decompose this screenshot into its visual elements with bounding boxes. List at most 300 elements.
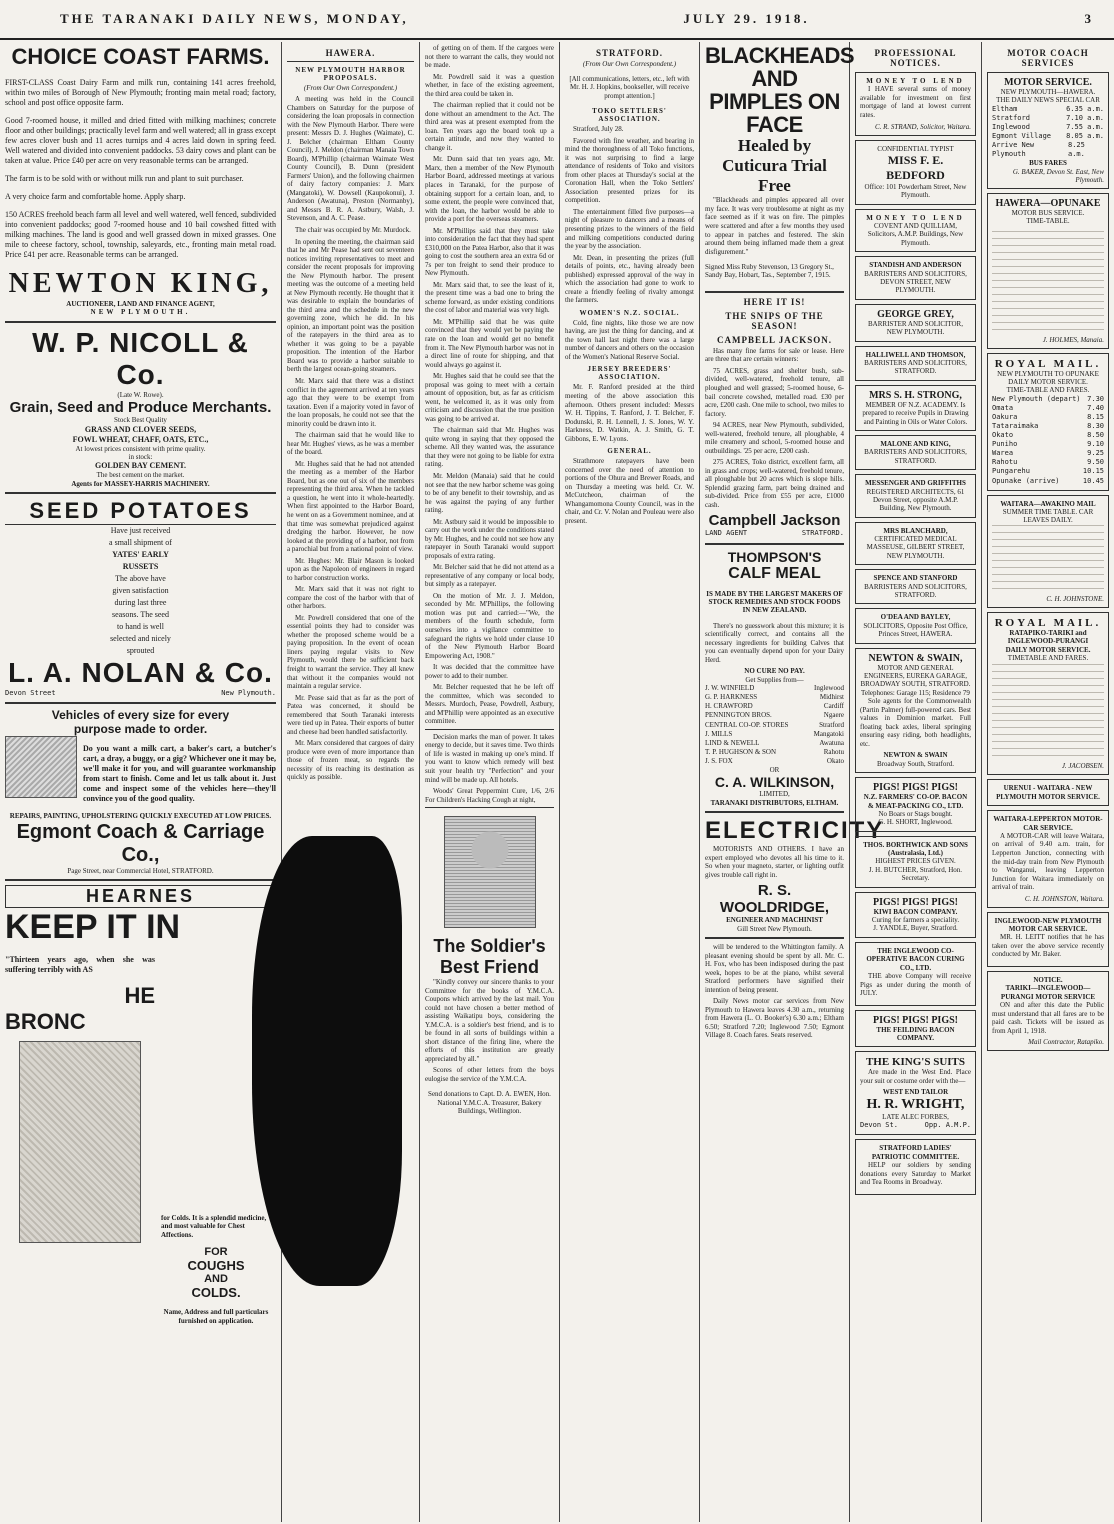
- pigs-head: PIGS! PIGS! PIGS!: [872, 782, 958, 794]
- seed-potatoes-ad: [5, 498, 276, 704]
- notice-money: [855, 72, 976, 136]
- kings-body: Are made in the West End. Place your suit or costume order with the—: [860, 1068, 971, 1085]
- np-opunake: NEW PLYMOUTH TO OPUNAKE DAILY MOTOR SERVICE.: [997, 369, 1099, 386]
- cart-illustration: [5, 736, 77, 798]
- wright-name: H. R. WRIGHT,: [866, 1096, 965, 1112]
- cuticura-healed: Healed by Cuticura Trial Free: [722, 136, 827, 196]
- vehicles-head: Vehicles of every size for every: [51, 708, 230, 723]
- jersey-head: JERSEY BREEDERS' ASSOCIATION.: [587, 365, 672, 382]
- hearnes-for: FOR: [204, 1246, 228, 1259]
- decision-ad: Decision marks the man of power. It takes energy to decide, but it saves time. Two thirds of life is wasted in making up one's mind. If you want to know which remedy will best suit your health try "Perfection" and your mind will be made up. All hotels.: [425, 732, 554, 784]
- article-paragraph: will be tendered to the Whittington family. A pleasant evening should be spent by all. Mr. C. H. Fox, who has been indisposed during the past week, hopes to be at the piano, whilst several Stratford performers have signified their intention of being present.: [705, 943, 844, 994]
- correspondent-note: (From Our Own Correspondent.): [582, 60, 677, 68]
- potato-line: The above have: [115, 574, 166, 584]
- kiwi-yandle: J. YANDLE, Buyer, Stratford.: [873, 924, 958, 933]
- article-paragraph: Mr. Belcher said that he did not attend as a representative of any company or local body, but simply as a ratepayer.: [425, 563, 554, 589]
- electricity-ad: [705, 817, 885, 939]
- notice-messenger: [855, 474, 976, 518]
- soldier-address: Send donations to Capt. D. A. EWEN, Hon. National Y.M.C.A. Treasurer, Bakery Buildings, Wellington.: [428, 1090, 551, 1116]
- nicoll-line: Stock Best Quality: [114, 416, 167, 425]
- article-paragraph: Mr. Powdrell said it was a question whether, in face of the existing agreement, the third area could be taken in.: [425, 72, 554, 98]
- nicoll-trade: Grain, Seed and Produce Merchants.: [9, 399, 272, 417]
- egmont-coach-addr: Page Street, near Commercial Hotel, STRATFORD.: [67, 866, 214, 875]
- potato-line: Have just received: [110, 526, 171, 536]
- contractor-sign: Mail Contractor, Ratapiko.: [1028, 1038, 1104, 1047]
- timetable-row: Stratford 7.10 a.m.: [992, 113, 1104, 122]
- ingle-body: THE above Company will receive Pigs as under during the month of JULY.: [860, 971, 971, 998]
- strand-sign: C. R. STRAND, Solicitor, Waitara.: [874, 122, 971, 131]
- notice-blanchard: [855, 522, 976, 566]
- motor-bus: MOTOR BUS SERVICE.: [1011, 208, 1085, 217]
- nolan-town: New Plymouth.: [221, 689, 276, 698]
- wright-sub: LATE ALEC FORBES,: [882, 1112, 949, 1121]
- urenui-service: [987, 779, 1109, 806]
- column-6: [850, 42, 982, 1522]
- women-head: WOMEN'S N.Z. SOCIAL.: [579, 308, 680, 317]
- borthwick-highest: HIGHEST PRICES GIVEN.: [875, 857, 956, 866]
- here-it-is: HERE IT IS!: [743, 296, 806, 307]
- woods-ad: Woods' Great Peppermint Cure, 1/6, 2/6 For Children's Hacking Cough at night,: [425, 787, 554, 804]
- bedford-office: Office: 101 Powderham Street, New Plymouth.: [864, 182, 967, 200]
- supplier-row: PENNINGTON BROS. Ngaere: [705, 711, 844, 720]
- royal-mail-head: ROYAL MAIL.: [994, 357, 1102, 370]
- jacobsen-sign: J. JACOBSEN.: [1061, 762, 1104, 771]
- professional-notices-head: PROFESSIONAL NOTICES.: [874, 48, 957, 68]
- column-1: [0, 42, 282, 1522]
- hearnes-ad: [5, 885, 276, 1336]
- tariki-head: TARIKI—INGLEWOOD—PURANGI MOTOR SERVICE: [1000, 984, 1096, 1001]
- nicoll-line: At lowest prices consistent with prime quality.: [75, 444, 206, 453]
- tt-label: TIMETABLE AND FARES.: [1007, 653, 1089, 662]
- article-paragraph: Mr. Powdrell considered that one of the essential points they had to consider was whether the proposed scheme would be a paying proposition. In the event of ocean liners paying regular visits to New Plymouth, would there be sufficient back freight to warrant the service. They all knew that without it the companies would not maintain a regular service.: [287, 613, 414, 691]
- nz-note: No Boars or Stags bought.: [878, 809, 953, 818]
- notice-strong: [855, 385, 976, 431]
- tt-fares: TIME-TABLE AND FARES.: [1006, 386, 1090, 395]
- feilding-head: THE FEILDING BACON COMPANY.: [876, 1025, 955, 1042]
- strong-head: MRS S. H. STRONG,: [869, 389, 962, 401]
- kiwi-head: KIWI BACON COMPANY.: [873, 907, 958, 916]
- ns-firm: NEWTON & SWAIN: [883, 751, 948, 760]
- thompsons-calf-meal-ad: [705, 549, 844, 814]
- nicoll-line: in stock:: [128, 452, 153, 461]
- soldier-body: "Kindly convey our sincere thanks to your Committee for the books of Y.M.C.A. Coupons which arrived by the last mail. You could not have chosen a better method of assisting Waikatipu boys, considering the Y.M.C.A. is a soldier's best friend, and is to be found in all sorts of buildings within a short distance of the firing line, where the efforts of this institution are greatly appreciated by all.": [425, 978, 554, 1063]
- soldier-illustration: [444, 816, 536, 928]
- toko-head: TOKO SETTLERS' ASSOCIATION.: [592, 107, 667, 124]
- ad-paragraph: FIRST-CLASS Coast Dairy Farm and milk run, containing 141 acres freehold, within two miles of Borough of New Plymouth; fronting main metal road; factory, school and post office opposite farm.: [5, 78, 276, 107]
- article-paragraph: The chair was occupied by Mr. Murdock.: [295, 225, 411, 234]
- stop-row: Pungarehu 10.15: [992, 467, 1104, 476]
- ink-blot: [252, 836, 402, 1286]
- lepperton-sign: C. H. JOHNSTON, Waitara.: [1024, 894, 1104, 903]
- supplier-row: H. CRAWFORD Cardiff: [705, 702, 844, 711]
- calf-meal-head: CALF MEAL: [728, 564, 821, 582]
- article-paragraph: Mr. Marx said that, to see the least of it, the present time was a bad one to bring the scheme forward, as under existing conditions the cost of labor and material was very high.: [425, 280, 554, 315]
- hearnes-body: "Thirteen years ago, when she was suffering terribly with AS: [5, 955, 155, 974]
- notice-standish: [855, 256, 976, 300]
- hearnes-bronc: BRONC: [5, 1009, 86, 1034]
- baker-sign: G. BAKER, Devon St. East, New Plymouth.: [1012, 167, 1104, 184]
- correspondent-note: (From Our Own Correspondent.): [303, 84, 398, 92]
- potato-line: given satisfaction: [112, 586, 169, 596]
- notice-george-grey: [855, 304, 976, 342]
- article-paragraph: The chairman replied that it could not be done without an amendment to the Act. The third area was at present exempted from the loan. Ten years ago the board took up a certain attitude, and now they wanted to change it.: [425, 101, 554, 152]
- malone-sub: BARRISTERS AND SOLICITORS, STRATFORD.: [864, 448, 967, 465]
- harbor-title: NEW PLYMOUTH HARBOR PROPOSALS.: [295, 66, 406, 82]
- urenui-head: URENUI - WAITARA - NEW PLYMOUTH MOTOR SERVICE.: [996, 784, 1100, 801]
- article-paragraph: Mr. M'Phillip said that he was quite convinced that they would yet be paying the rate on the loan and would get no benefit from it. The New Plymouth harbor was not in a direct line of route for shipping, and that would always go against it.: [425, 317, 554, 369]
- notice-head: NOTICE.: [1033, 976, 1063, 985]
- money-head: MONEY TO LEND: [866, 77, 965, 85]
- standish-sub: BARRISTERS AND SOLICITORS, DEVON STREET, NEW PLYMOUTH.: [864, 269, 967, 295]
- bus-fares: BUS FARES: [1029, 159, 1067, 168]
- nicoll-line: The best cement on the market.: [96, 471, 185, 480]
- general-head: GENERAL.: [607, 447, 652, 456]
- article-paragraph: Mr. Marx considered that cargoes of dairy produce were even of more importance than those of frozen meat, so regards the necessity of its reaching its destination as quickly as possible.: [287, 739, 414, 782]
- vehicles-body: Do you want a milk cart, a baker's cart, a butcher's cart, a dray, a buggy, or a gig? Whichever one it may be, we'll make it for you, and will guarantee workmanship from start to finish. Come and let us talk about it. Just come and inspect some of the vehicles here—they'll convince you of the good quality.: [83, 744, 276, 804]
- spence-head: SPENCE AND STANFORD: [873, 574, 958, 583]
- notice-malone: [855, 435, 976, 470]
- ns-tel: Telephones: Garage 115; Residence 79: [861, 688, 970, 697]
- article-paragraph: of getting on of them. If the cargoes were not there to warrant the calls, they would not be made.: [425, 44, 554, 70]
- article-paragraph: It was decided that the committee have power to add to their number.: [425, 663, 554, 680]
- cuticura-ad: [705, 43, 854, 293]
- article-paragraph: A meeting was held in the Council Chambers on Saturday for the purpose of considering the loan proposals in connection with the New Plymouth Harbor. There were present: Messrs D. J. Hughes (Waimate), C. J. Belcher (chairman Eltham County Council), J. Meldon (chairman Manaia Town Board), M'Phillip (chairman Waimate West County Council), B. Dunn (president Farmers' Union), and the following chairmen of dairy factory companies: J. Marx (Mangatoki), W. Dowsell (Kaupokonui), J. Anderson (Awatuna), Preston (Normanby), and Messrs B. R. A. Astbury, Walsh, J. Stevenson, and A. C. Pease.: [287, 95, 414, 223]
- campbell-footer: [705, 529, 844, 538]
- ladies-head: STRATFORD LADIES' PATRIOTIC COMMITTEE.: [871, 1144, 960, 1161]
- calf-made: IS MADE BY THE LARGEST MAKERS OF STOCK REMEDIES AND STOCK FOODS IN NEW ZEALAND.: [706, 589, 843, 615]
- article-paragraph: Cold, fine nights, like those we are now having, are just the thing for dancing, and at the town hall last night there was a large number of dancers and others on the occasion of the Women's National Reserve Social.: [565, 318, 694, 361]
- ns-head: NEWTON & SWAIN,: [868, 652, 963, 664]
- ingle-head: THE INGLEWOOD CO-OPERATIVE BACON CURING CO., LTD.: [866, 946, 965, 972]
- cuticura-sign: Signed Miss Ruby Stevenson, 13 Gregory St., Sandy Bay, Hobart, Tas., September 7, 1915.: [705, 263, 834, 280]
- hawera-head: HAWERA.: [325, 48, 376, 58]
- potato-line: to hand is well: [117, 622, 164, 632]
- stop-row: Puniho 9.10: [992, 440, 1104, 449]
- column-4: [560, 42, 700, 1522]
- potato-line: YATES' EARLY: [112, 550, 169, 560]
- motor-coach-head: MOTOR COACH SERVICES: [1007, 48, 1089, 68]
- article-paragraph: Mr. Pease said that as far as the port of Patea was concerned, it should be remembered that South Taranaki interests were tied up in Patea. Their exports of butter and cheese had been handled satisfactorily.: [287, 693, 414, 736]
- borthwick-butcher: J. H. BUTCHER, Stratford, Hon. Secretary.: [868, 865, 963, 883]
- choice-coast-farms-ad: [5, 44, 276, 323]
- ns-body: Sole agents for the Commonwealth (Partin Palmer) full-powered cars. Best values in Dominion market. Full floating back axles, liberal springing ensuring easy riding, both headlights, etc.: [860, 697, 971, 748]
- farm-listing: Has many fine farms for sale or lease. Here are three that are certain winners:: [705, 346, 844, 364]
- borthwick-ad: [855, 836, 976, 888]
- inglewood-bacon-ad: [855, 942, 976, 1006]
- typist-head: CONFIDENTIAL TYPIST: [877, 144, 954, 153]
- royal2-head: ROYAL MAIL.: [994, 616, 1102, 629]
- stop-row: Omata 7.40: [992, 403, 1104, 412]
- potato-line: RUSSETS: [122, 562, 159, 572]
- nolan-address: [5, 689, 276, 698]
- cuticura-body: "Blackheads and pimples appeared all over my face. It was very troublesome at night as my face seemed as if it was on fire. The pimples were scattered and after a few months they used to appear in patches and festered. The skin around them being inflamed made them a great disfigurement.": [705, 196, 844, 256]
- supplier-row: T. P. HUGHSON & SON Rahotu: [705, 747, 844, 756]
- farm-listing: 275 ACRES, Toko district, excellent farm, all in grass and crops; well-watered, freehold tenure, all ploughable but 20 acres which is slope hills. Splendid grazing farm, part being drained and sub-divided. Price from £55 per acre, £1000 cash.: [705, 458, 844, 509]
- lepperton-service: [987, 810, 1109, 908]
- stop-row: Rahotu 9.50: [992, 458, 1104, 467]
- nz-farmers: N.Z. FARMERS' CO-OP. BACON & MEAT-PACKING CO., LTD.: [863, 793, 968, 810]
- nicoll-late: (Late W. Rowe).: [117, 390, 164, 399]
- blanchard-head: MRS BLANCHARD,: [883, 526, 948, 535]
- covent-quilliam: COVENT AND QUILLIAM, Solicitors, A.M.P. Buildings, New Plymouth.: [867, 222, 964, 247]
- hearnes-note: Name, Address and full particulars furnished on application.: [163, 1308, 269, 1325]
- stratford-head: STRATFORD.: [595, 48, 664, 58]
- column-2: [282, 42, 420, 1522]
- article-paragraph: Mr. Astbury said it would be impossible to carry out the work under the conditions stated by Mr. Hughes, and he could not see how any ratepayer in South Taranaki would support proposals of extra rating.: [425, 517, 554, 560]
- campbell-firm: Campbell Jackson: [708, 512, 841, 530]
- supplier-row: J. S. FOX Okato: [705, 756, 844, 765]
- nolan-street: Devon Street: [5, 689, 56, 698]
- farm-listing: 94 ACRES, near New Plymouth, subdivided, well-watered, freehold tenure, all ploughable, 4 mile creamery and school, 5-roomed house and outbuildings. '25 per acre, £200 cash.: [705, 421, 844, 455]
- money2-head: MONEY TO LEND: [866, 213, 965, 222]
- borthwick-head: THOS. BORTHWICK AND SONS (Australasia, Ltd.): [863, 840, 968, 858]
- article-paragraph: Favored with fine weather, and bearing in mind the thoroughness of all Toko functions, it was not surprising to find a large attendance of residents of Toko and visitors from other places at Thursday's social at the Coronation Hall, when the Toko Settlers' Association presented prizes for its competition.: [565, 136, 694, 205]
- stop-row: Opunake (arrive) 10.45: [992, 476, 1104, 485]
- potato-line: selected and nicely: [110, 634, 171, 644]
- johnstone-sign: C. H. JOHNSTONE.: [1046, 594, 1104, 603]
- cuticura-head: BLACKHEADS AND PIMPLES ON FACE: [705, 43, 854, 138]
- kiwi-curing: Curing for farmers a speciality.: [871, 916, 960, 925]
- timetable-label: TIME-TABLE.: [1026, 217, 1070, 226]
- masthead-title: THE TARANAKI DAILY NEWS, MONDAY,: [60, 11, 409, 26]
- article-paragraph: Daily News motor car services from New Plymouth to Hawera leaves 4.30 a.m., returning from Hawera (L. O. Booker's) 6.30 a.m.; Eltham 6.50; Stratford 7.20; Inglewood 7.50; Egmont Village 8. Coach fares. Seats reserved.: [705, 997, 844, 1040]
- hawera-opunake: [987, 193, 1109, 349]
- hearnes-right: for Colds. It is a splendid medicine, and most valuable for Chest Affections.: [161, 1214, 267, 1239]
- column-5: [700, 42, 885, 1522]
- soldier-tail: Scores of other letters from the boys eulogise the service of the Y.M.C.A.: [425, 1066, 554, 1083]
- tariki-notice: [987, 971, 1109, 1051]
- page-number: 3: [1084, 11, 1094, 26]
- summer-tt: SUMMER TIME TABLE. CAR LEAVES DAILY.: [1002, 508, 1094, 525]
- ad-paragraph: The farm is to be sold with or without milk run and plant to suit purchaser.: [5, 174, 244, 183]
- thompson-head: THOMPSON'S: [727, 548, 822, 565]
- stratford-note: [All communications, letters, etc., left with Mr. H. J. Hopkins, bookseller, will receive prompt attention.]: [569, 75, 690, 100]
- wooldridge-addr: Gill Street New Plymouth.: [737, 924, 812, 933]
- article-paragraph: Mr. F. Ranford presided at the third meeting of the above association this afternoon. Others present included: Messrs W. H. Tippins, T. Ranford, J. T. Belcher, F. Dodunski, R. H. Lennell, J. S. Jones, W. Y. Harkness, D. Watkin, A. J. Smith, G. T. Gibbons, E. W. Lyons.: [565, 383, 694, 443]
- ad-paragraph: 150 ACRES freehold beach farm all level and well watered, well fenced, subdivided into convenient paddocks; good 7-roomed house and 10 bail cowshed fitted with milking machines. The land is good and well grassed down in mixed grasses. One mile to cheese factory, school, township, saleyards, etc., fronting main metal road. Price £41 per acre. Reasonable terms can be arranged.: [5, 210, 276, 259]
- calf-cure: NO CURE NO PAY.: [744, 667, 805, 676]
- odea-head: O'DEA AND BAYLEY,: [880, 613, 951, 622]
- standish-head: STANDISH AND ANDERSON: [869, 261, 962, 270]
- george-head: GEORGE GREY,: [877, 308, 954, 320]
- nicoll-line: GOLDEN BAY CEMENT.: [94, 461, 187, 471]
- inglewood-np-service: [987, 912, 1109, 967]
- campbell-agent: LAND AGENT: [705, 529, 748, 538]
- kiwi-bacon-ad: [855, 892, 976, 938]
- notice-spence: [855, 569, 976, 604]
- leitt-body: MR. H. LEITT notifies that he has taken over the above service recently conducted by Mr. Baker.: [992, 933, 1104, 959]
- notice-odea: [855, 608, 976, 643]
- royal-mail-opunake: [987, 353, 1109, 491]
- article-paragraph: Mr. Belcher requested that he be left off the committee, which was seconded to Messrs. Murdoch, Pease, Powdrell, Astbury, and M'Phillip were appointed as an executive committee.: [425, 683, 554, 726]
- newspaper-columns: [0, 42, 1114, 1524]
- column-7: [982, 42, 1114, 1522]
- nicoll-ad: [5, 327, 276, 494]
- potato-line: sprouted: [126, 646, 155, 656]
- notice-typist: [855, 140, 976, 205]
- newton-king-name: NEWTON KING,: [8, 268, 273, 299]
- calf-supplies: Get Supplies from—: [745, 675, 804, 684]
- ad-paragraph: A very choice farm and comfortable home. Apply sharp.: [5, 192, 186, 201]
- newton-swain-ad: [855, 648, 976, 774]
- nz-agent: G. H. SHORT, Inglewood.: [878, 818, 953, 827]
- ladies-body: HELP our soldiers by sending donations every Saturday to Market and Tea Rooms in Broadway.: [860, 1161, 971, 1187]
- article-paragraph: Stratford, July 28.: [573, 125, 624, 134]
- blanchard-sub: CERTIFICATED MEDICAL MASSEUSE, GILBERT STREET, NEW PLYMOUTH.: [866, 535, 965, 560]
- nolan-firm: L. A. NOLAN & Co.: [8, 657, 273, 689]
- seed-potatoes-list: [5, 525, 276, 657]
- stop-row: Tataraimaka 8.30: [992, 421, 1104, 430]
- article-paragraph: Mr. Meldon (Manaia) said that he could not see that the new harbor scheme was going to be of any benefit to their township, and as he was against the paying of any further rating.: [425, 471, 554, 515]
- hearnes-and: AND: [204, 1273, 228, 1286]
- article-paragraph: Mr. Hughes said that he had not attended the meeting as a member of the Harbor Board, but as one out of six of the members representing the third area. When he tackled a question, he went into it whole-heartedly. When first appointed to the Harbor Board, he went on as a Government nominee, and at that time was somewhat prejudiced against dredging the harbor. However, he now looked at the providing of a harbor, not from a parochial but from a national point of view.: [287, 459, 414, 554]
- knight-illustration: [19, 1041, 141, 1243]
- holmes-sign: J. HOLMES, Manaia.: [1042, 335, 1104, 344]
- kings-head: THE KING'S SUITS: [865, 1056, 966, 1069]
- np-hawera: NEW PLYMOUTH—HAWERA.: [1000, 88, 1096, 96]
- halliwell-sub: BARRISTERS AND SOLICITORS, STRATFORD.: [864, 358, 967, 376]
- timetable-row: Inglewood 7.55 a.m.: [992, 122, 1104, 131]
- supplier-row: J. W. WINFIELD Inglewood: [705, 684, 844, 693]
- stop-row: Oakura 8.15: [992, 412, 1104, 421]
- daily-news-car: [987, 72, 1109, 189]
- vehicles-repairs: REPAIRS, PAINTING, UPHOLSTERING QUICKLY EXECUTED AT LOW PRICES.: [9, 812, 272, 821]
- hearnes-brand: HEARNES: [5, 885, 276, 908]
- stop-row: Okato 8.50: [992, 431, 1104, 440]
- pigs-nz-farmers: [855, 777, 976, 832]
- stop-row: New Plymouth (depart) 7.30: [992, 394, 1104, 403]
- motor-service-head: MOTOR SERVICE.: [1004, 77, 1092, 88]
- ns-sub: MOTOR AND GENERAL ENGINEERS, EUREKA GARAGE, BROADWAY SOUTH, STRATFORD.: [860, 663, 971, 689]
- notice-money2: [855, 209, 976, 253]
- masthead-date: JULY 29. 1918.: [683, 11, 810, 26]
- timetable-row: Arrive New Plymouth 8.25 a.m.: [992, 141, 1085, 159]
- george-sub: BARRISTER AND SOLICITOR, NEW PLYMOUTH.: [868, 319, 963, 337]
- ingle-np-head: INGLEWOOD-NEW PLYMOUTH MOTOR CAR SERVICE.: [994, 916, 1102, 934]
- timetable-block: [992, 662, 1104, 762]
- wilkinson-limited: LIMITED,: [759, 790, 790, 799]
- campbell-jackson-ad: [705, 297, 844, 545]
- waitara-awakino: [987, 495, 1109, 608]
- odea-sub: SOLICITORS, Opposite Post Office, Princes Street, HAWERA.: [863, 621, 968, 639]
- notice-halliwell: [855, 346, 976, 381]
- nicoll-line: FOWL WHEAT, CHAFF, OATS, ETC.,: [72, 434, 209, 444]
- pigs-head: PIGS! PIGS! PIGS!: [872, 1014, 958, 1026]
- messenger-sub: REGISTERED ARCHITECTS, 61 Devon Street, opposite A.M.P. Building, New Plymouth.: [866, 487, 965, 513]
- timetable-block: [992, 226, 1104, 336]
- article-paragraph: Mr. Marx said that there was a distinct conflict in the agreement arrived at ten years ago that they were to be exempt from taxation. Even if a majority voted in favor of the loan proposals, he could not see that the minority could be drawn into it.: [287, 377, 414, 428]
- supplier-row: LIND & NEWELL Awatuna: [705, 738, 844, 747]
- timetable-row: Eltham 6.35 a.m.: [992, 104, 1104, 113]
- soldier-head: The Soldier's Best Friend: [433, 936, 546, 978]
- wilkinson-distrib: TARANAKI DISTRIBUTORS, ELTHAM.: [710, 798, 839, 807]
- supplier-row: J. MILLS Mangatoki: [705, 729, 844, 738]
- wright-addr: Devon St. Opp. A.M.P.: [860, 1121, 971, 1130]
- article-paragraph: Mr. Marx said that it was not right to compare the cost of the harbor with that of other harbors.: [287, 585, 414, 611]
- ad-heading: CHOICE COAST FARMS.: [11, 44, 270, 69]
- hearnes-keep: KEEP IT IN: [5, 908, 181, 946]
- wilkinson-name: C. A. WILKINSON,: [714, 774, 835, 791]
- article-paragraph: The chairman said that Mr. Hughes was quite wrong in saying that they opposed the scheme. All they wanted was, the assurance that they were not going to be liable for extra rating.: [425, 426, 554, 469]
- potato-line: during last three: [114, 598, 167, 608]
- kings-suits-ad: [855, 1051, 976, 1135]
- article-paragraph: The entertainment filled five purposes—a night of pleasure to dancers and a means of presenting prizes to the winners of the field and milking competitions conducted during the year by the association.: [565, 207, 694, 251]
- campbell-town: STRATFORD.: [801, 529, 844, 538]
- ladies-committee: [855, 1139, 976, 1194]
- special-car: THE DAILY NEWS SPECIAL CAR: [996, 96, 1100, 105]
- article-paragraph: In opening the meeting, the chairman said that he and Mr Pease had sent out seventeen notices inviting representatives to meet and consider the recent proposals for improving the New Plymouth harbor. The present meeting was the outcome of a meeting held at New Plymouth recently. He thought that it was desirable to explain the boundaries of the third area and the schedule in the new governing zone, which he did. In his opinion, an important point was the position of the ratepayers in the third area as to whether it was going to be a payable proposition. The intention of the Harbor Board was to provide a harbor suitable to berth the largest ocean-going steamers.: [287, 237, 414, 374]
- messenger-head: MESSENGER AND GRIFFITHS: [865, 479, 966, 488]
- newton-king-sub: AUCTIONEER, LAND AND FINANCE AGENT,: [66, 300, 215, 308]
- pigs-head: PIGS! PIGS! PIGS!: [872, 896, 958, 908]
- potato-line: a small shipment of: [109, 538, 172, 548]
- masthead: [0, 0, 1114, 40]
- snips-head: THE SNIPS OF THE SEASON!: [725, 310, 824, 331]
- newton-king-town: NEW PLYMOUTH.: [90, 308, 191, 317]
- wooldridge-name: R. S. WOOLDRIDGE,: [719, 882, 830, 917]
- article-paragraph: The chairman said that he would like to hear Mr. Hughes' views, as he was a member of the board.: [287, 431, 414, 457]
- ns-addr: Broadway South, Stratford.: [877, 759, 954, 768]
- calf-or: OR: [769, 765, 780, 774]
- west-end: WEST END TAILOR: [882, 1088, 949, 1097]
- supplier-row: G. P. HARKNESS Midhirst: [705, 693, 844, 702]
- electricity-head: ELECTRICITY: [705, 817, 885, 845]
- column-3: [420, 42, 560, 1522]
- hearnes-he: HE: [124, 983, 155, 1008]
- article-paragraph: Strathmore ratepayers have been concerned over the need of attention to portions of the Ohura and Brewer Roads, and on Thursday a meeting was held. Cr. W. McCutcheon, chairman of the Whangamomona County Council, was in the chair, and Cr. V. Nolan and Pouleau were also present.: [565, 457, 694, 525]
- nicoll-line: Agents for MASSEY-HARRIS MACHINERY.: [71, 479, 210, 488]
- vehicles-head2: purpose made to order.: [73, 722, 208, 737]
- hearnes-colds: COLDS.: [191, 1285, 241, 1301]
- bedford-name: MISS F. E. BEDFORD: [886, 152, 945, 182]
- ratapiko-service: [987, 612, 1109, 776]
- strong-sub: MEMBER OF N.Z. ACADEMY. Is prepared to receive Pupils in Drawing and Painting in Oils or Water Colors.: [862, 400, 969, 426]
- malone-head: MALONE AND KING,: [880, 439, 951, 448]
- potato-line: seasons. The seed: [112, 610, 169, 620]
- lepperton-head: WAITARA-LEPPERTON MOTOR-CAR SERVICE.: [993, 815, 1103, 832]
- daily-motor: DAILY MOTOR SERVICE.: [1005, 645, 1091, 654]
- waitara-head: WAITARA—AWAKINO MAIL: [1000, 499, 1096, 508]
- seed-potatoes-head: SEED POTATOES: [5, 498, 276, 525]
- ratapiko-head: RATAPIKO-TARIKI and INGLEWOOD-PURANGI: [1007, 628, 1089, 646]
- halliwell-head: HALLIWELL AND THOMSON,: [865, 350, 966, 359]
- article-paragraph: Mr. Dunn said that ten years ago, Mr. Marx, then a member of the New Plymouth Harbor Board, addressed meetings at various places in Taranaki, for the purpose of obtaining support for a certain loan, and, to some extent, the people were convinced that, with the loan, the harbor would be able to provide a port for the overseas steamers.: [425, 155, 554, 224]
- hawera-opunake-head: HAWERA—OPUNAKE: [995, 197, 1101, 209]
- timetable-block: [992, 525, 1104, 595]
- wooldridge-sub: ENGINEER AND MACHINIST: [726, 916, 823, 925]
- feilding-ad: [855, 1010, 976, 1048]
- article-paragraph: Mr. M'Phillips said that they must take into consideration the fact that they had spent £310,000 on the Patea Harbor, also that it was going to cost the southern area an extra 6d or 7s per ton freight to send their produce to New Plymouth.: [425, 226, 554, 278]
- article-paragraph: Mr. Hughes: Mr. Blair Mason is looked upon as the Napoleon of engineers in regard to harbor construction works.: [287, 556, 414, 582]
- hearnes-coughs: COUGHS: [187, 1258, 245, 1274]
- calf-body: There's no guesswork about this mixture; it is scientifically correct, and contains all the necessary ingredients for building Calves that you can eventually depend upon for your Dairy Herd.: [705, 621, 844, 664]
- farm-listing: 75 ACRES, grass and shelter bush, sub-divided, well-watered, freehold tenure, all ploughed and well grassed; 5-roomed house, 6-bail concrete cowshed, metalled road. £30 per acre, £200 cash. One mile to school, two miles to factory.: [705, 366, 844, 418]
- electricity-body: MOTORISTS AND OTHERS. I have an expert employed who devotes all his time to it. So when your magneto, starter, or lighting outfit gives trouble call right in.: [705, 845, 844, 879]
- campbell-head: CAMPBELL JACKSON.: [716, 334, 832, 345]
- article-paragraph: On the motion of Mr. J. J. Meldon, seconded by Mr. M'Phillips, the following motion was put and carried:—"We, the members of the fourth schedule, form ourselves into a vigilance committee to safeguard the rights we hold under clause 10 of the New Plymouth Harbor Board Empowering Act, 1908.": [425, 591, 554, 660]
- money-body: I HAVE several sums of money available for investment on first mortgage of land at lowest current rates.: [860, 85, 971, 119]
- nicoll-name: W. P. NICOLL & Co.: [32, 326, 249, 390]
- nicoll-line: GRASS AND CLOVER SEEDS,: [84, 424, 197, 434]
- vehicles-ad: [5, 708, 276, 881]
- tariki-body: ON and after this date the Public must understand that all fares are to be paid cash. Tickets will be issued as from April 1, 1918.: [992, 1001, 1104, 1035]
- supplier-row: CENTRAL CO-OP. STORES Stratford: [705, 720, 844, 729]
- stop-row: Warea 9.25: [992, 449, 1104, 458]
- spence-sub: BARRISTERS AND SOLICITORS, STRATFORD.: [864, 582, 967, 600]
- lepperton-body: A MOTOR-CAR will leave Waitara, on arrival of 9.40 a.m. train, for Lepperton Junction, connecting with the mid-day train from New Plymouth to Wanganui, leaving Lepperton Junction for Waitara immediately on arrival of train.: [992, 831, 1104, 892]
- egmont-coach-firm: Egmont Coach & Carriage Co.,: [16, 820, 265, 866]
- article-paragraph: Mr. Dean, in presenting the prizes (full details of points, etc., having already been published) expressed approval of the way in which the association had gone to work to create a friendly feeling of rivalry amongst the farmers.: [565, 253, 694, 305]
